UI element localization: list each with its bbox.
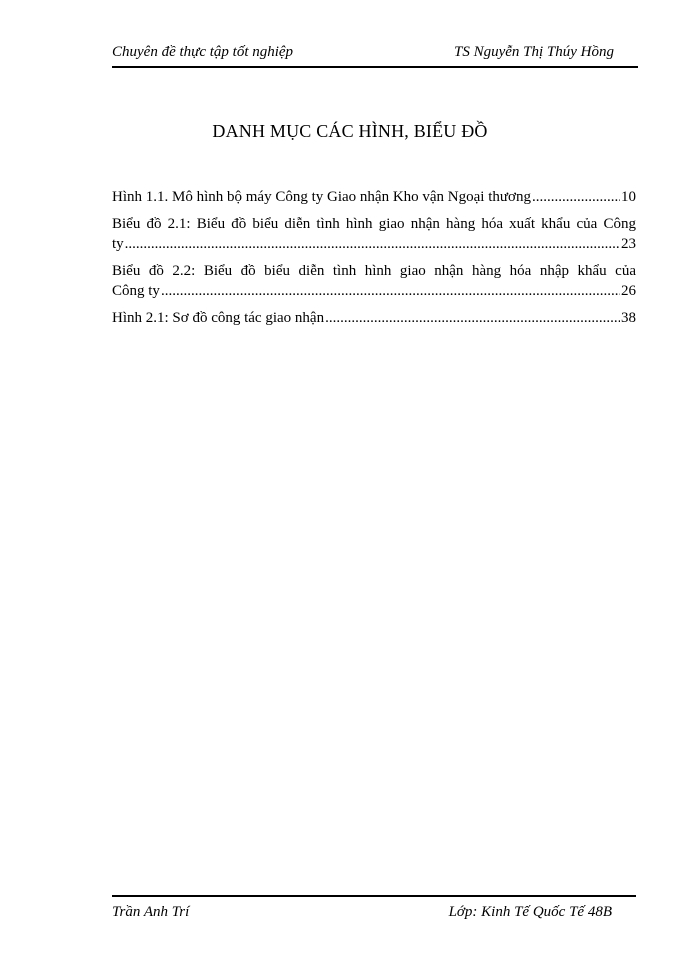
toc-entry-chart-2-2[interactable] xyxy=(112,261,636,301)
toc-entry-figure-1-1[interactable] xyxy=(112,187,636,207)
toc-entry-line xyxy=(112,308,636,328)
toc-entry-text: ty xyxy=(112,236,124,252)
header-right-text: TS Nguyễn Thị Thúy Hồng xyxy=(453,44,614,60)
toc-leader-dots xyxy=(325,308,620,328)
toc-entry-text: Công ty xyxy=(112,283,160,299)
toc-entry-line xyxy=(112,187,636,207)
table-of-figures xyxy=(112,187,636,335)
toc-page-number: 10 xyxy=(621,189,636,205)
page-title: DANH MỤC CÁC HÌNH, BIỂU ĐỒ xyxy=(212,121,488,141)
toc-entry-chart-2-1[interactable] xyxy=(112,214,636,254)
footer-class: Lớp: Kinh Tế Quốc Tế 48B xyxy=(448,904,612,920)
toc-entry-first-line: Biểu đồ 2.2: Biểu đồ biểu diễn tình hình giao nhận hàng hóa nhập khẩu của xyxy=(112,263,636,279)
header-left-text: Chuyên đề thực tập tốt nghiệp xyxy=(112,44,294,60)
toc-leader-dots xyxy=(532,187,620,207)
toc-leader-dots xyxy=(125,234,620,254)
toc-entry-line xyxy=(112,281,636,301)
toc-entry-figure-2-1[interactable] xyxy=(112,308,636,328)
toc-page-number: 26 xyxy=(621,283,636,299)
page-header xyxy=(112,40,638,68)
toc-page-number: 23 xyxy=(621,236,636,252)
toc-entry-text: Hình 2.1: Sơ đồ công tác giao nhận xyxy=(112,310,325,326)
toc-page-number: 38 xyxy=(621,310,636,326)
toc-leader-dots xyxy=(161,281,620,301)
page-footer xyxy=(112,895,636,927)
toc-entry-line xyxy=(112,234,636,254)
toc-entry-first-line: Biểu đồ 2.1: Biểu đồ biểu diễn tình hình giao nhận hàng hóa xuất khẩu của Công xyxy=(112,216,636,232)
toc-entry-text: Hình 1.1. Mô hình bộ máy Công ty Giao nhận Kho vận Ngoại thương xyxy=(112,189,531,205)
footer-author: Trần Anh Trí xyxy=(112,904,190,920)
